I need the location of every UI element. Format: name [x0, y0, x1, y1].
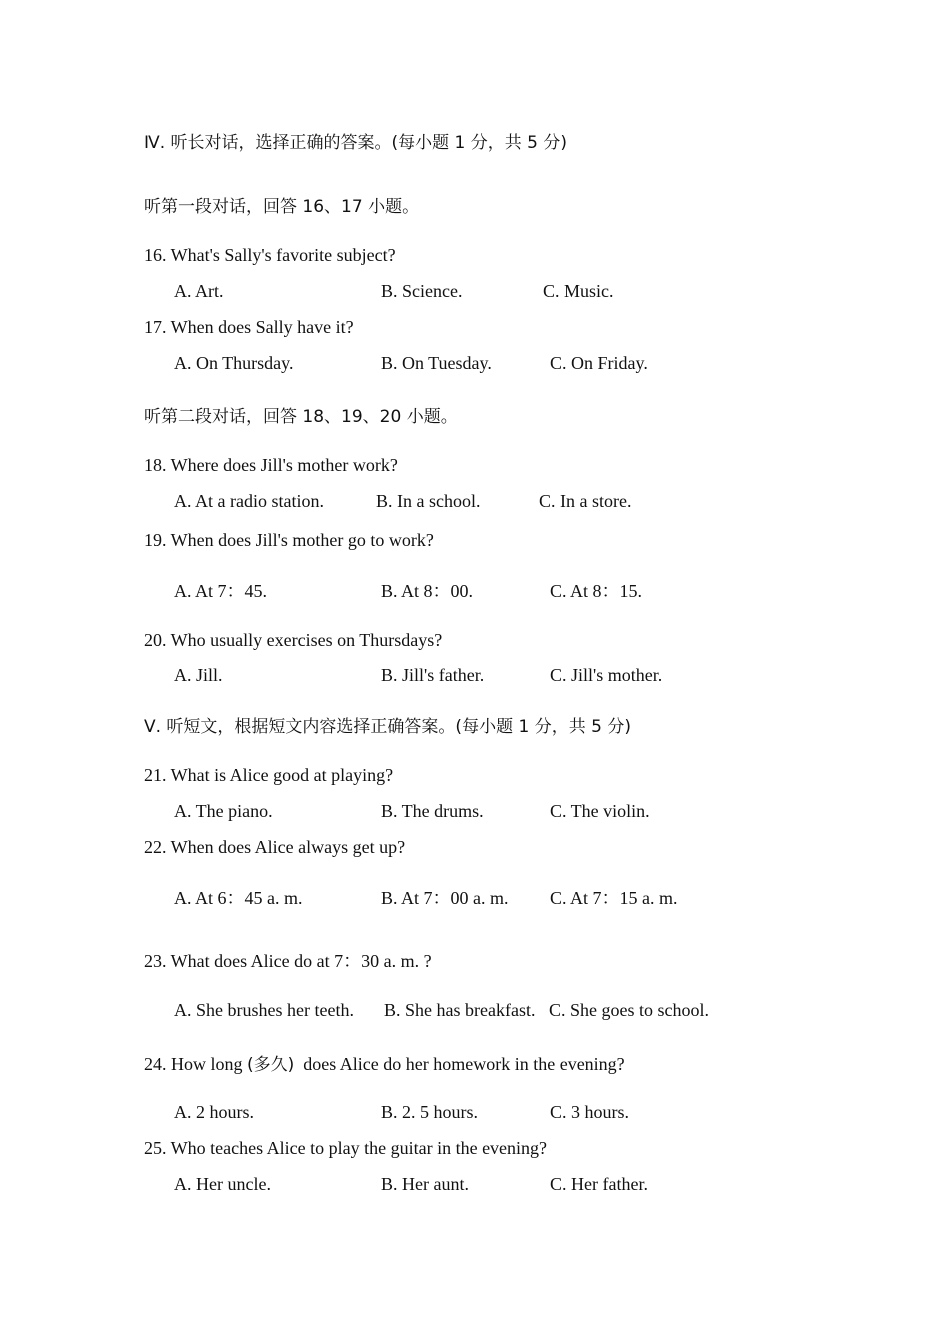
question-24-gloss: (多久) — [247, 1055, 295, 1075]
question-20-option-b: B. Jill's father. — [381, 665, 485, 685]
question-17-option-a: A. On Thursday. — [174, 353, 294, 373]
question-17: 17. When does Sally have it? — [144, 317, 354, 337]
question-25-option-a: A. Her uncle. — [174, 1174, 271, 1194]
question-21-option-a: A. The piano. — [174, 801, 273, 821]
question-20: 20. Who usually exercises on Thursdays? — [144, 630, 443, 650]
question-19: 19. When does Jill's mother go to work? — [144, 530, 434, 550]
question-23-option-b: B. She has breakfast. — [384, 1000, 536, 1020]
question-21-option-b: B. The drums. — [381, 801, 484, 821]
question-24-text-after: does Alice do her homework in the evening? — [294, 1054, 625, 1074]
question-19-option-b: B. At 8：00. — [381, 581, 474, 601]
question-17-option-b: B. On Tuesday. — [381, 353, 492, 373]
question-16-option-b: B. Science. — [381, 281, 463, 301]
question-25-option-b: B. Her aunt. — [381, 1174, 469, 1194]
question-22: 22. When does Alice always get up? — [144, 837, 406, 857]
section-heading-part5: Ⅴ. 听短文，根据短文内容选择正确答案。(每小题 1 分，共 5 分) — [144, 717, 631, 737]
question-24-option-b: B. 2. 5 hours. — [381, 1102, 479, 1122]
question-24 — [144, 1052, 625, 1077]
question-24-option-a: A. 2 hours. — [174, 1102, 254, 1122]
question-16-option-a: A. Art. — [174, 281, 224, 301]
section-heading-part4: Ⅳ. 听长对话，选择正确的答案。(每小题 1 分，共 5 分) — [144, 133, 568, 153]
question-18: 18. Where does Jill's mother work? — [144, 455, 398, 475]
question-22-option-a: A. At 6：45 a. m. — [174, 888, 303, 908]
dialog1-intro: 听第一段对话，回答 16、17 小题。 — [144, 197, 420, 217]
question-22-option-b: B. At 7：00 a. m. — [381, 888, 509, 908]
question-23-option-a: A. She brushes her teeth. — [174, 1000, 354, 1020]
question-21: 21. What is Alice good at playing? — [144, 765, 394, 785]
question-16: 16. What's Sally's favorite subject? — [144, 245, 396, 265]
question-23: 23. What does Alice do at 7：30 a. m. ? — [144, 951, 432, 971]
question-23-option-c: C. She goes to school. — [549, 1000, 709, 1020]
question-20-option-a: A. Jill. — [174, 665, 223, 685]
dialog2-intro: 听第二段对话，回答 18、19、20 小题。 — [144, 407, 458, 427]
question-20-option-c: C. Jill's mother. — [550, 665, 663, 685]
question-25-option-c: C. Her father. — [550, 1174, 648, 1194]
question-21-option-c: C. The violin. — [550, 801, 650, 821]
question-18-option-c: C. In a store. — [539, 491, 632, 511]
question-24-text-before: 24. How long — [144, 1054, 247, 1074]
question-19-option-a: A. At 7：45. — [174, 581, 268, 601]
question-19-option-c: C. At 8：15. — [550, 581, 643, 601]
question-25: 25. Who teaches Alice to play the guitar in the evening? — [144, 1138, 548, 1158]
question-16-option-c: C. Music. — [543, 281, 614, 301]
question-22-option-c: C. At 7：15 a. m. — [550, 888, 678, 908]
question-18-option-a: A. At a radio station. — [174, 491, 324, 511]
question-18-option-b: B. In a school. — [376, 491, 481, 511]
question-24-option-c: C. 3 hours. — [550, 1102, 630, 1122]
question-17-option-c: C. On Friday. — [550, 353, 648, 373]
